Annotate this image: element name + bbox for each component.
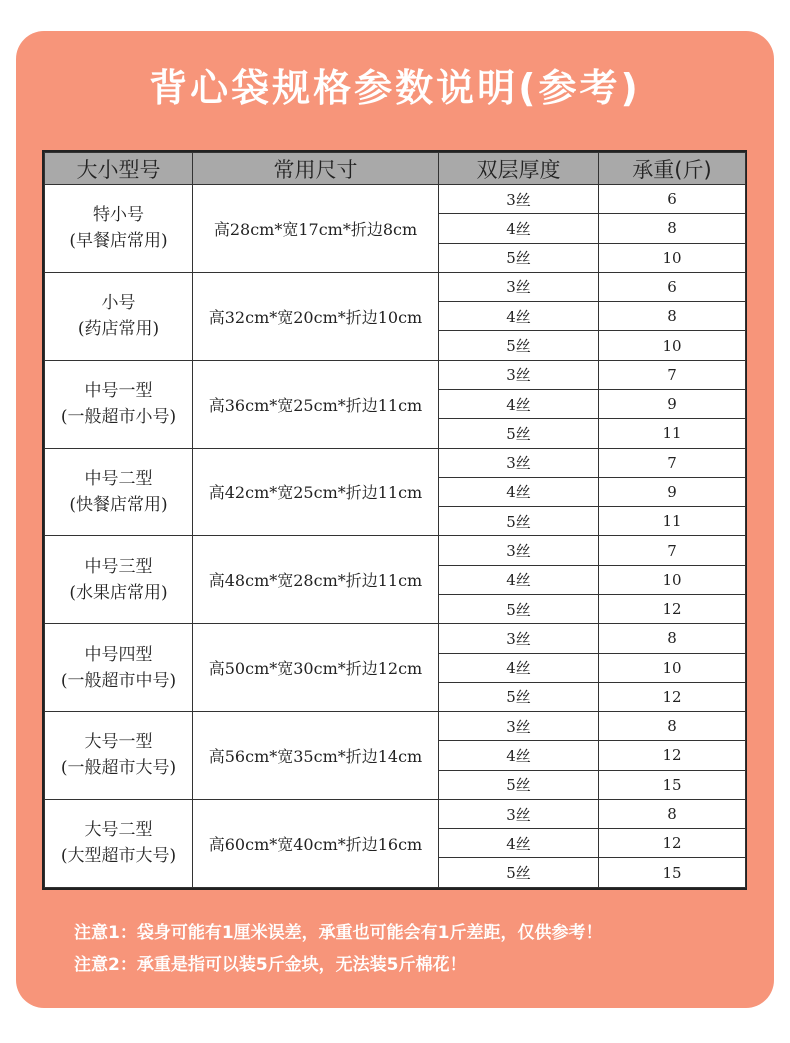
load-cell: 6 xyxy=(599,185,746,214)
table-row xyxy=(45,272,746,301)
model-usage: (早餐店常用) xyxy=(69,231,168,252)
thickness-cell: 5丝 xyxy=(439,331,599,360)
load-cell: 12 xyxy=(599,829,746,858)
load-cell: 8 xyxy=(599,214,746,243)
spec-table-container xyxy=(42,150,747,890)
spec-card xyxy=(16,31,774,1008)
size-cell: 高36cm*宽25cm*折边11cm xyxy=(193,360,439,448)
model-cell xyxy=(45,536,193,624)
model-name: 特小号 xyxy=(93,205,144,226)
model-name: 中号一型 xyxy=(84,381,153,402)
thickness-cell: 4丝 xyxy=(439,389,599,418)
table-row xyxy=(45,536,746,565)
load-cell: 8 xyxy=(599,624,746,653)
load-cell: 8 xyxy=(599,799,746,828)
size-cell: 高42cm*宽25cm*折边11cm xyxy=(193,448,439,536)
load-cell: 8 xyxy=(599,712,746,741)
load-cell: 12 xyxy=(599,682,746,711)
model-cell xyxy=(45,360,193,448)
page-title: 背心袋规格参数说明(参考) xyxy=(149,66,641,110)
load-cell: 9 xyxy=(599,389,746,418)
header-load: 承重(斤) xyxy=(599,153,746,185)
header-size: 常用尺寸 xyxy=(193,153,439,185)
model-name: 中号二型 xyxy=(84,468,153,489)
model-usage: (一般超市中号) xyxy=(60,670,177,691)
load-cell: 11 xyxy=(599,419,746,448)
model-cell xyxy=(45,624,193,712)
thickness-cell: 5丝 xyxy=(439,770,599,799)
thickness-cell: 3丝 xyxy=(439,272,599,301)
load-cell: 10 xyxy=(599,243,746,272)
thickness-cell: 4丝 xyxy=(439,214,599,243)
note-2: 注意2：承重是指可以装5斤金块，无法装5斤棉花！ xyxy=(74,955,467,975)
thickness-cell: 4丝 xyxy=(439,653,599,682)
thickness-cell: 5丝 xyxy=(439,507,599,536)
model-cell xyxy=(45,185,193,273)
load-cell: 8 xyxy=(599,302,746,331)
load-cell: 15 xyxy=(599,770,746,799)
size-cell: 高60cm*宽40cm*折边16cm xyxy=(193,799,439,887)
model-usage: (大型超市大号) xyxy=(60,846,177,867)
load-cell: 12 xyxy=(599,594,746,623)
model-usage: (快餐店常用) xyxy=(69,494,168,515)
thickness-cell: 4丝 xyxy=(439,741,599,770)
thickness-cell: 3丝 xyxy=(439,448,599,477)
load-cell: 7 xyxy=(599,360,746,389)
table-body xyxy=(45,185,746,888)
table-row xyxy=(45,185,746,214)
thickness-cell: 5丝 xyxy=(439,858,599,888)
model-name: 中号三型 xyxy=(84,556,153,577)
model-name: 中号四型 xyxy=(84,644,153,665)
load-cell: 6 xyxy=(599,272,746,301)
note-1: 注意1：袋身可能有1厘米误差，承重也可能会有1斤差距，仅供参考！ xyxy=(74,923,603,943)
thickness-cell: 3丝 xyxy=(439,712,599,741)
model-name: 大号一型 xyxy=(84,732,153,753)
table-row xyxy=(45,624,746,653)
model-cell xyxy=(45,712,193,800)
load-cell: 11 xyxy=(599,507,746,536)
thickness-cell: 4丝 xyxy=(439,302,599,331)
table-row xyxy=(45,360,746,389)
load-cell: 12 xyxy=(599,741,746,770)
spec-table xyxy=(44,152,746,888)
thickness-cell: 3丝 xyxy=(439,536,599,565)
thickness-cell: 5丝 xyxy=(439,243,599,272)
thickness-cell: 3丝 xyxy=(439,185,599,214)
model-usage: (药店常用) xyxy=(77,319,160,340)
thickness-cell: 3丝 xyxy=(439,360,599,389)
notes xyxy=(74,917,754,981)
load-cell: 10 xyxy=(599,331,746,360)
thickness-cell: 5丝 xyxy=(439,682,599,711)
table-header-row xyxy=(45,153,746,185)
thickness-cell: 4丝 xyxy=(439,565,599,594)
size-cell: 高48cm*宽28cm*折边11cm xyxy=(193,536,439,624)
model-name: 大号二型 xyxy=(84,820,153,841)
thickness-cell: 4丝 xyxy=(439,829,599,858)
load-cell: 7 xyxy=(599,536,746,565)
load-cell: 7 xyxy=(599,448,746,477)
thickness-cell: 5丝 xyxy=(439,419,599,448)
size-cell: 高28cm*宽17cm*折边8cm xyxy=(193,185,439,273)
model-cell xyxy=(45,799,193,887)
thickness-cell: 3丝 xyxy=(439,624,599,653)
header-model: 大小型号 xyxy=(45,153,193,185)
load-cell: 9 xyxy=(599,477,746,506)
load-cell: 10 xyxy=(599,653,746,682)
table-row xyxy=(45,448,746,477)
model-name: 小号 xyxy=(101,293,136,314)
model-cell xyxy=(45,272,193,360)
size-cell: 高56cm*宽35cm*折边14cm xyxy=(193,712,439,800)
size-cell: 高50cm*宽30cm*折边12cm xyxy=(193,624,439,712)
load-cell: 10 xyxy=(599,565,746,594)
thickness-cell: 4丝 xyxy=(439,477,599,506)
model-usage: (水果店常用) xyxy=(69,582,168,603)
size-cell: 高32cm*宽20cm*折边10cm xyxy=(193,272,439,360)
thickness-cell: 3丝 xyxy=(439,799,599,828)
table-row xyxy=(45,712,746,741)
model-usage: (一般超市小号) xyxy=(60,407,177,428)
model-usage: (一般超市大号) xyxy=(60,758,177,779)
table-row xyxy=(45,799,746,828)
header-thickness: 双层厚度 xyxy=(439,153,599,185)
load-cell: 15 xyxy=(599,858,746,888)
thickness-cell: 5丝 xyxy=(439,594,599,623)
model-cell xyxy=(45,448,193,536)
